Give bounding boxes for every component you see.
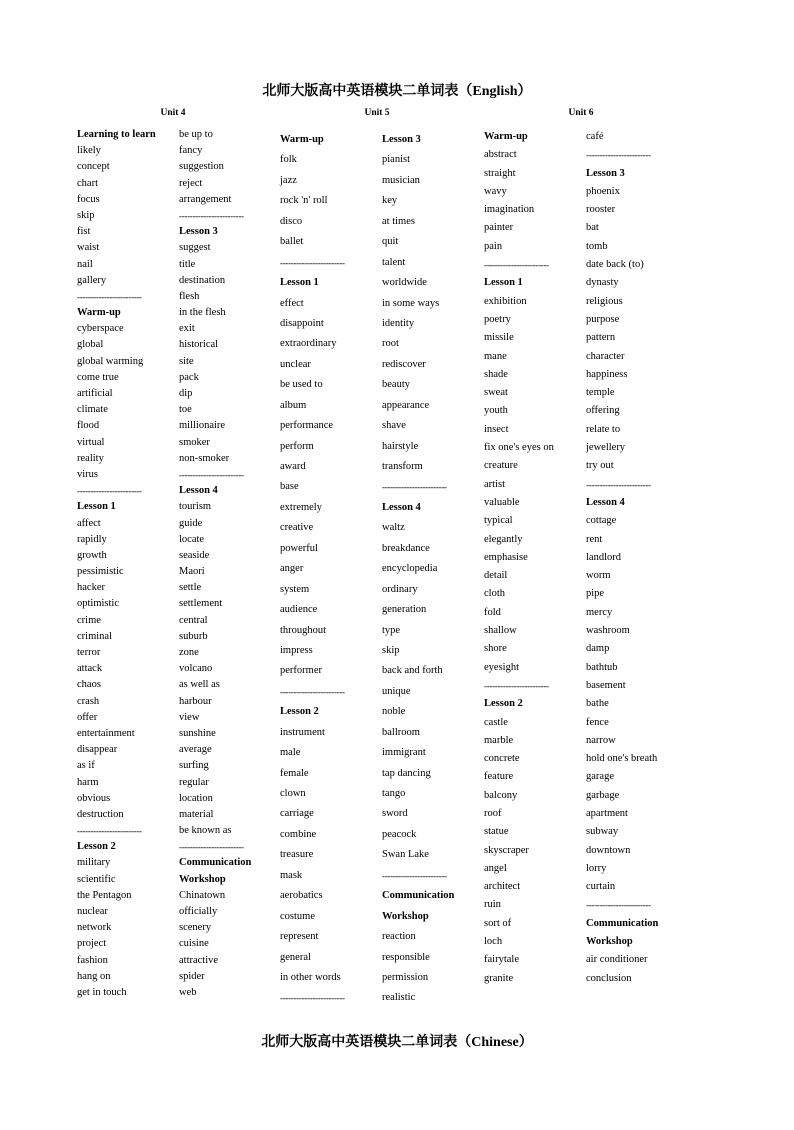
vocab-word: purpose [586, 313, 620, 325]
vocab-word: tango [382, 788, 406, 799]
vocab-word: ballroom [382, 726, 420, 738]
vocab-word: landlord [586, 551, 621, 563]
vocab-word: back and forth [382, 665, 443, 677]
vocab-word: base [280, 481, 299, 493]
vocab-word: perform [280, 440, 314, 452]
vocab-word: concept [77, 161, 110, 173]
vocab-word: shade [484, 368, 508, 380]
vocab-word: basement [586, 679, 626, 691]
vocab-word: painter [484, 222, 514, 234]
vocab-word: bathe [586, 698, 609, 710]
section-heading: Workshop [382, 910, 429, 922]
vocab-word: quit [382, 236, 399, 248]
section-heading: Lesson 2 [484, 698, 523, 710]
vocab-word: encyclopedia [382, 563, 438, 575]
vocab-word: ordinary [382, 583, 418, 595]
vocab-word: harm [77, 776, 99, 788]
vocab-word: historical [179, 339, 219, 351]
vocab-word: virus [77, 468, 98, 480]
section-heading: Lesson 1 [77, 501, 116, 513]
vocab-word: fairytale [484, 954, 519, 966]
vocab-word: skip [382, 644, 400, 656]
vocab-word: tap dancing [382, 767, 431, 779]
section-heading: Communication [382, 890, 455, 902]
vocab-word: concrete [484, 753, 520, 765]
vocab-word: regular [179, 776, 209, 788]
vocab-word: the Pentagon [77, 889, 132, 901]
section-divider: ------------------------ [586, 150, 651, 161]
vocab-word: chart [77, 177, 98, 189]
section-divider: ------------------------ [77, 826, 142, 837]
unit-6-label: Unit 6 [568, 108, 594, 118]
vocab-word: optimistic [77, 598, 119, 610]
vocab-word: damp [586, 643, 610, 655]
section-heading: Communication [179, 857, 252, 869]
section-heading: Learning to learn [77, 129, 156, 140]
vocab-word: as if [77, 760, 95, 772]
section-divider: ------------------------ [382, 482, 447, 493]
vocab-word: happiness [586, 368, 628, 380]
vocab-word: sword [382, 808, 408, 820]
vocab-word: emphasise [484, 551, 528, 563]
vocab-word: beauty [382, 379, 410, 391]
section-divider: ------------------------ [77, 291, 142, 302]
vocab-word: loch [484, 936, 503, 948]
vocab-word: project [77, 938, 107, 950]
vocab-word: carriage [280, 808, 314, 820]
vocab-word: angel [484, 862, 507, 874]
vocab-word: nuclear [77, 906, 108, 917]
vocab-word: café [586, 131, 604, 142]
vocab-word: growth [77, 549, 107, 561]
vocab-word: folk [280, 154, 297, 166]
vocab-word: reject [179, 177, 203, 189]
vocab-word: identity [382, 317, 415, 329]
section-heading: Warm-up [77, 307, 121, 319]
vocab-word: material [179, 808, 214, 820]
section-divider: ------------------------ [484, 680, 549, 691]
vocab-word: fashion [77, 954, 108, 966]
vocab-word: album [280, 399, 307, 411]
vocab-word: nail [77, 258, 93, 270]
vocab-word: gallery [77, 274, 107, 286]
vocab-word: pain [484, 240, 503, 252]
vocab-word: powerful [280, 542, 318, 554]
section-divider: ------------------------ [280, 993, 345, 1004]
vocab-word: clown [280, 788, 306, 799]
vocab-word: fence [586, 716, 609, 728]
vocab-word: creature [484, 460, 518, 472]
section-heading: Lesson 2 [77, 841, 116, 853]
vocab-word: flood [77, 420, 100, 432]
vocab-word: imagination [484, 204, 535, 216]
vocab-word: settle [179, 582, 202, 594]
unit-5-label: Unit 5 [364, 108, 390, 118]
vocab-word: roof [484, 807, 502, 819]
vocab-word: conclusion [586, 972, 632, 984]
vocab-word: dip [179, 388, 193, 399]
vocab-word: permission [382, 971, 429, 983]
vocab-word: officially [179, 906, 218, 917]
vocab-word: sort of [484, 917, 512, 929]
vocab-word: castle [484, 716, 508, 728]
vocab-word: curtain [586, 881, 616, 893]
vocab-word: disappear [77, 744, 118, 756]
vocab-word: elegantly [484, 533, 523, 545]
section-heading: Warm-up [484, 131, 528, 142]
vocab-word: disappoint [280, 317, 324, 329]
vocab-word: downtown [586, 844, 631, 856]
section-divider: ------------------------ [484, 260, 549, 271]
vocab-word: at times [382, 215, 415, 227]
unit-4-column-2 [179, 127, 251, 1001]
section-heading: Lesson 1 [280, 277, 319, 289]
vocab-word: extremely [280, 501, 322, 513]
vocab-word: harbour [179, 695, 212, 707]
section-heading: Warm-up [280, 134, 324, 145]
vocab-word: realistic [382, 992, 416, 1004]
vocab-word: shave [382, 420, 406, 432]
section-heading: Lesson 4 [586, 496, 625, 508]
vocab-word: skip [77, 209, 95, 221]
vocab-word: youth [484, 405, 508, 417]
vocab-word: come true [77, 371, 119, 383]
section-heading: Lesson 3 [179, 226, 218, 238]
vocab-word: hold one's breath [586, 753, 658, 765]
vocab-word: represent [280, 931, 319, 943]
vocab-word: award [280, 461, 306, 472]
vocab-word: focus [77, 193, 100, 205]
vocab-word: fix one's eyes on [484, 442, 554, 454]
vocab-word: unclear [280, 358, 311, 370]
vocab-word: climate [77, 404, 108, 416]
vocab-word: Swan Lake [382, 849, 429, 861]
vocab-word: responsible [382, 951, 430, 963]
vocab-word: location [179, 792, 213, 804]
vocab-word: ruin [484, 899, 501, 911]
vocab-word: fancy [179, 145, 203, 157]
vocab-word: title [179, 258, 196, 270]
vocab-word: rapidly [77, 533, 107, 545]
vocab-word: seaside [179, 549, 210, 561]
section-divider: ------------------------ [280, 257, 345, 268]
vocab-word: crash [77, 695, 100, 707]
vocab-word: relate to [586, 423, 621, 435]
vocab-word: in some ways [382, 297, 440, 309]
vocab-word: arrangement [179, 193, 232, 205]
vocab-word: performer [280, 665, 322, 677]
vocab-word: flesh [179, 290, 200, 302]
vocab-word: destination [179, 274, 226, 286]
vocab-word: chaos [77, 679, 101, 691]
vocab-word: as well as [179, 679, 220, 691]
vocab-word: exit [179, 323, 195, 335]
vocab-word: straight [484, 167, 516, 179]
vocab-word: instrument [280, 726, 325, 738]
section-heading: Lesson 4 [382, 501, 421, 513]
vocab-word: air conditioner [586, 954, 648, 966]
vocab-word: garbage [586, 789, 620, 801]
vocab-word: in other words [280, 971, 341, 983]
vocab-word: creative [280, 522, 314, 534]
vocab-word: waltz [382, 522, 405, 534]
vocab-word: be used to [280, 379, 323, 391]
vocab-word: zone [179, 647, 199, 658]
vocab-word: granite [484, 972, 514, 984]
vocab-word: rediscover [382, 358, 426, 370]
vocab-word: talent [382, 256, 406, 268]
unit-4-column-1 [77, 127, 156, 1001]
unit-5-column-2 [382, 130, 454, 1009]
vocab-word: system [280, 583, 310, 595]
vocab-word: insect [484, 423, 509, 435]
vocab-word: treasure [280, 849, 314, 861]
section-divider: ------------------------ [179, 469, 244, 480]
vocab-word: generation [382, 604, 427, 616]
vocab-word: reality [77, 452, 104, 464]
vocab-word: surfing [179, 760, 209, 772]
vocab-word: abstract [484, 149, 517, 161]
vocab-word: worldwide [382, 277, 427, 289]
vocab-word: female [280, 767, 309, 779]
section-heading: Lesson 3 [382, 134, 421, 145]
vocab-word: appearance [382, 399, 430, 411]
section-divider: ------------------------ [179, 210, 244, 221]
vocab-word: be up to [179, 129, 213, 140]
vocab-word: attack [77, 663, 103, 675]
vocab-word: jewellery [586, 442, 626, 454]
vocab-word: type [382, 624, 401, 636]
vocab-word: noble [382, 706, 406, 718]
vocab-word: lorry [586, 862, 607, 874]
vocab-word: extraordinary [280, 338, 337, 350]
vocab-word: mask [280, 869, 303, 881]
vocab-word: skyscraper [484, 844, 529, 856]
vocab-word: get in touch [77, 986, 127, 998]
vocab-word: wavy [484, 185, 507, 197]
vocab-word: costume [280, 910, 315, 922]
vocab-word: phoenix [586, 185, 620, 197]
vocab-word: shallow [484, 625, 517, 637]
vocab-word: typical [484, 515, 513, 527]
vocab-word: offer [77, 711, 98, 723]
vocab-word: toe [179, 404, 192, 416]
section-heading: Workshop [179, 873, 226, 885]
vocab-word: virtual [77, 436, 105, 448]
vocab-word: performance [280, 420, 334, 432]
vocab-word: rooster [586, 204, 616, 216]
vocab-word: sweat [484, 387, 508, 399]
vocab-word: aerobatics [280, 890, 323, 902]
vocab-word: effect [280, 297, 304, 309]
vocab-word: cottage [586, 515, 617, 527]
vocab-word: global warming [77, 355, 144, 367]
section-divider: ------------------------ [280, 686, 345, 697]
vocab-word: mane [484, 350, 507, 362]
vocab-word: Chinatown [179, 889, 226, 901]
vocab-word: cloth [484, 588, 505, 600]
vocab-word: global [77, 339, 104, 351]
vocab-word: shore [484, 643, 507, 655]
vocab-word: hairstyle [382, 440, 419, 452]
vocab-word: immigrant [382, 747, 426, 759]
vocab-word: bathtub [586, 661, 618, 673]
vocab-word: disco [280, 215, 303, 227]
vocab-word: attractive [179, 954, 219, 966]
vocab-word: network [77, 922, 112, 934]
vocab-word: smoker [179, 436, 210, 448]
vocab-word: subway [586, 826, 619, 838]
vocab-word: musician [382, 174, 420, 186]
vocab-word: spider [179, 970, 205, 982]
vocab-word: settlement [179, 598, 223, 610]
vocab-word: missile [484, 332, 514, 344]
vocab-word: destruction [77, 808, 124, 820]
unit-4-label: Unit 4 [160, 108, 186, 118]
vocab-word: tourism [179, 501, 212, 513]
vocab-word: mercy [586, 606, 613, 618]
vocab-word: guide [179, 517, 203, 529]
vocab-word: marble [484, 734, 514, 746]
vocab-word: dynasty [586, 277, 619, 289]
vocab-word: fold [484, 606, 501, 618]
vocab-word: scientific [77, 873, 116, 885]
vocab-word: exhibition [484, 295, 527, 307]
vocab-word: criminal [77, 630, 112, 642]
vocab-word: anger [280, 563, 304, 575]
vocab-word: suburb [179, 630, 208, 642]
vocab-word: throughout [280, 624, 327, 636]
vocab-word: hang on [77, 970, 111, 982]
section-heading: Lesson 4 [179, 485, 218, 497]
vocab-word: Maori [179, 566, 205, 578]
section-divider: ------------------------ [77, 486, 142, 497]
section-divider: ------------------------ [179, 842, 244, 853]
vocab-word: pattern [586, 332, 616, 344]
unit-6-column-1 [484, 128, 554, 988]
vocab-word: rent [586, 533, 603, 545]
section-heading: Lesson 3 [586, 167, 625, 179]
vocab-word: valuable [484, 496, 520, 508]
vocab-word: crime [77, 614, 101, 626]
vocab-word: fist [77, 226, 91, 238]
vocab-word: male [280, 747, 301, 759]
vocab-word: pipe [586, 588, 605, 600]
vocab-word: character [586, 350, 625, 362]
vocab-word: suggestion [179, 161, 224, 173]
vocab-word: transform [382, 461, 423, 472]
vocab-word: combine [280, 828, 317, 840]
vocab-word: cuisine [179, 938, 209, 950]
vocab-word: try out [586, 460, 614, 472]
vocab-word: volcano [179, 663, 213, 675]
vocab-word: affect [77, 517, 101, 529]
vocab-word: religious [586, 295, 623, 307]
vocab-word: peacock [382, 828, 417, 840]
vocab-word: eyesight [484, 661, 519, 673]
vocab-word: view [179, 711, 200, 723]
vocab-word: scenery [179, 922, 212, 934]
vocab-word: rock 'n' roll [280, 195, 328, 207]
vocab-word: washroom [586, 625, 630, 637]
vocab-word: unique [382, 685, 411, 697]
vocab-word: entertainment [77, 727, 135, 739]
vocab-word: pianist [382, 154, 410, 166]
vocab-word: impress [280, 644, 313, 656]
vocab-word: poetry [484, 313, 511, 325]
vocab-word: likely [77, 145, 101, 157]
vocab-word: cyberspace [77, 323, 124, 335]
section-heading: Lesson 1 [484, 277, 523, 289]
vocab-word: narrow [586, 734, 616, 746]
vocab-word: jazz [280, 174, 297, 186]
vocab-word: reaction [382, 931, 416, 943]
vocab-word: bat [586, 222, 599, 234]
vocab-word: feature [484, 771, 514, 783]
vocab-word: statue [484, 826, 509, 838]
vocab-word: worm [586, 570, 611, 582]
vocab-word: balcony [484, 789, 518, 801]
vocab-word: tomb [586, 240, 608, 252]
vocab-word: locate [179, 533, 205, 545]
vocab-word: detail [484, 570, 508, 582]
page-title-english: 北师大版高中英语模块二单词表（English） [262, 84, 532, 99]
vocab-word: obvious [77, 792, 111, 804]
vocab-word: military [77, 857, 111, 869]
vocab-word: audience [280, 604, 318, 616]
vocab-word: non-smoker [179, 452, 230, 464]
vocab-word: artist [484, 478, 505, 490]
vocab-word: temple [586, 387, 615, 399]
section-divider: ------------------------ [586, 900, 651, 911]
vocab-word: key [382, 195, 398, 207]
vocab-word: average [179, 744, 212, 756]
vocab-word: breakdance [382, 542, 430, 554]
vocab-word: millionaire [179, 420, 226, 432]
vocab-word: suggest [179, 242, 211, 254]
vocab-word: pack [179, 371, 199, 383]
vocab-word: in the flesh [179, 307, 226, 319]
vocab-word: central [179, 614, 208, 626]
section-heading: Workshop [586, 936, 633, 948]
vocab-word: artificial [77, 388, 113, 399]
vocab-word: date back (to) [586, 259, 644, 271]
vocab-word: hacker [77, 582, 105, 594]
section-heading: Communication [586, 917, 659, 929]
page-title-chinese: 北师大版高中英语模块二单词表（Chinese） [261, 1035, 533, 1050]
vocab-word: sunshine [179, 727, 216, 739]
vocab-word: apartment [586, 807, 628, 819]
vocab-word: offering [586, 405, 620, 417]
section-divider: ------------------------ [382, 870, 447, 881]
unit-6-column-2 [586, 128, 658, 988]
vocab-word: pessimistic [77, 566, 124, 578]
vocab-word: root [382, 338, 399, 350]
vocab-word: architect [484, 881, 521, 893]
section-divider: ------------------------ [586, 479, 651, 490]
section-heading: Lesson 2 [280, 706, 319, 718]
vocab-word: site [179, 355, 194, 367]
vocab-word: waist [77, 242, 100, 254]
vocab-word: general [280, 951, 311, 963]
vocab-word: be known as [179, 825, 232, 837]
vocab-word: ballet [280, 236, 304, 248]
vocab-word: garage [586, 771, 614, 783]
unit-5-column-1 [280, 130, 345, 1009]
vocab-word: terror [77, 647, 101, 658]
vocab-word: web [179, 986, 197, 998]
